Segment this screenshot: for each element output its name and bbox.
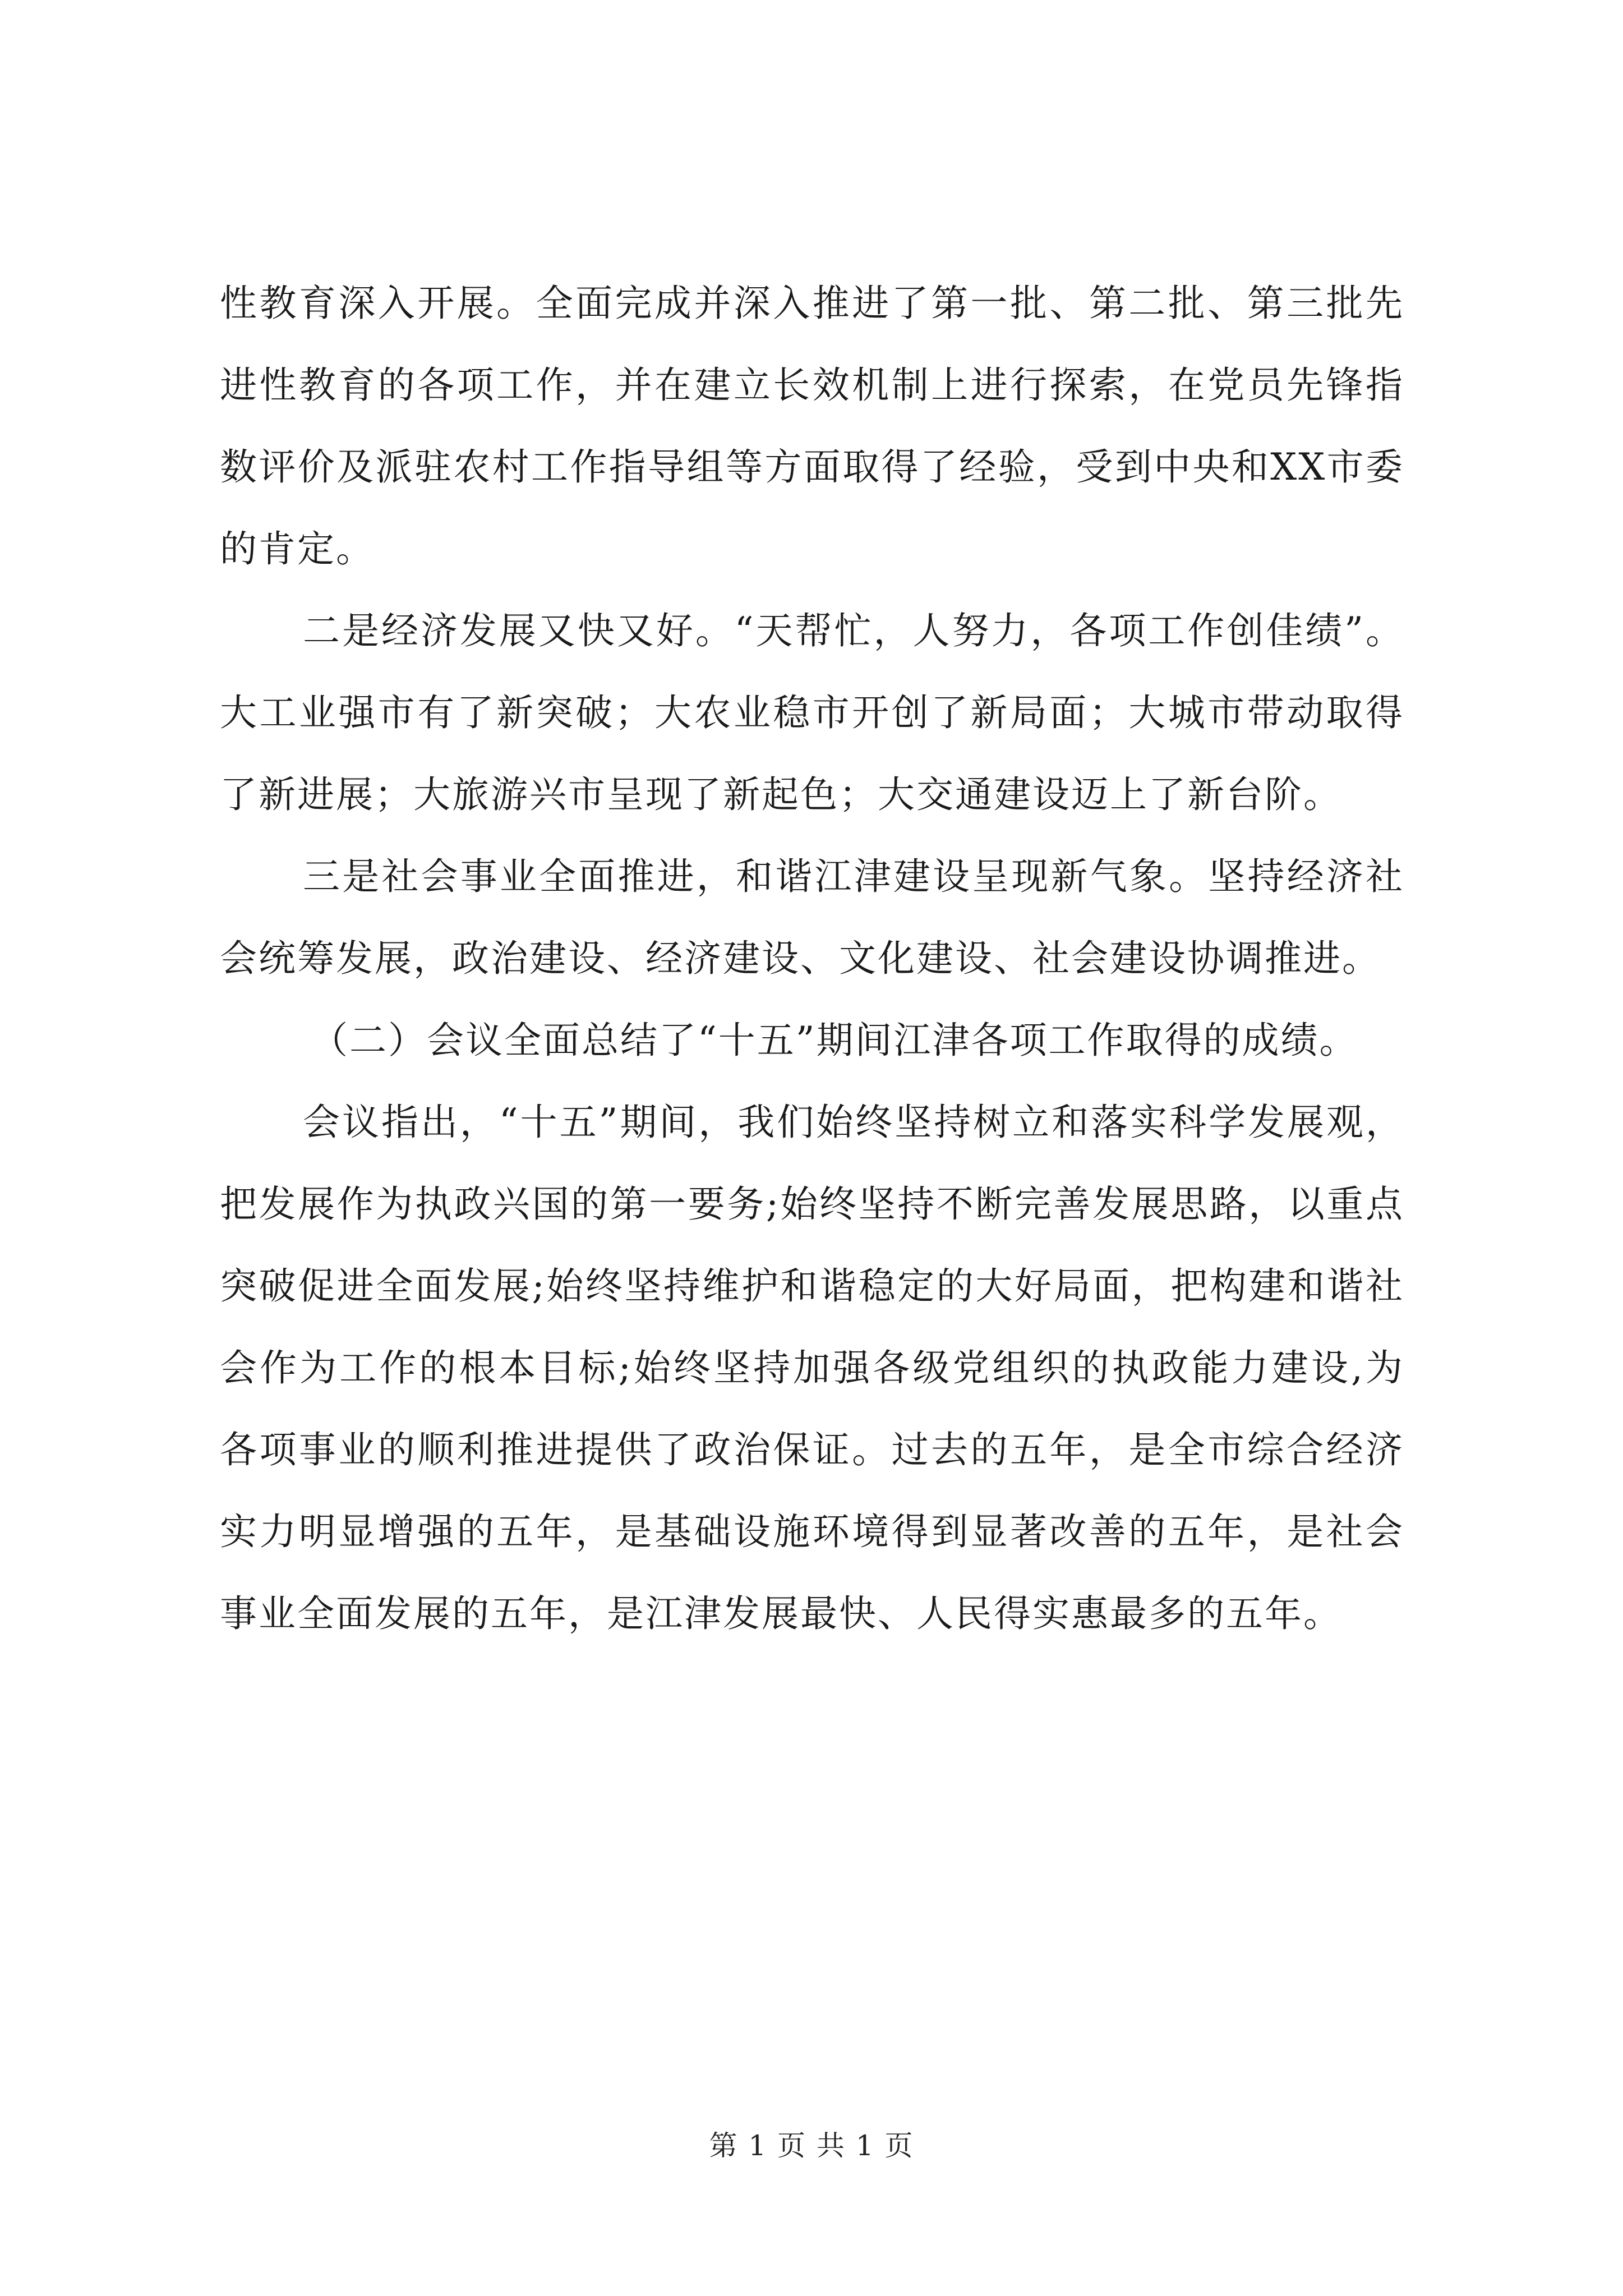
document-body [220,263,1404,1655]
section-heading-two: （二）会议全面总结了“十五”期间江津各项工作取得的成绩。 [311,1019,1358,1062]
paragraph-economic-development: 二是经济发展又快又好。“天帮忙，人努力，各项工作创佳绩”。大工业强市有了新突破；大农业稳市开创了新局面；大城市带动取得了新进展；大旅游兴市呈现了新起色；大交通建设迈上了新台阶。 [220,609,1404,816]
page-number-footer: 第 1 页 共 1 页 [709,2129,914,2162]
paragraph-continuation: 性教育深入开展。全面完成并深入推进了第一批、第二批、第三批先进性教育的各项工作，并在建立长效机制上进行探索，在党员先锋指数评价及派驻农村工作指导组等方面取得了经验，受到中央和XX市委的肯定。 [220,282,1404,570]
paragraph-social-undertakings: 三是社会事业全面推进，和谐江津建设呈现新气象。坚持经济社会统筹发展，政治建设、经济建设、文化建设、社会建设协调推进。 [220,855,1404,980]
paragraph-meeting-summary: 会议指出，“十五”期间，我们始终坚持树立和落实科学发展观，把发展作为执政兴国的第一要务;始终坚持不断完善发展思路，以重点突破促进全面发展;始终坚持维护和谐稳定的大好局面，把构建和谐社会作为工作的根本目标;始终坚持加强各级党组织的执政能力建设,为各项事业的顺利推进提供了政治保证。过去的五年，是全市综合经济实力明显增强的五年，是基础设施环境得到显著改善的五年，是社会事业全面发展的五年，是江津发展最快、人民得实惠最多的五年。 [220,1101,1404,1635]
